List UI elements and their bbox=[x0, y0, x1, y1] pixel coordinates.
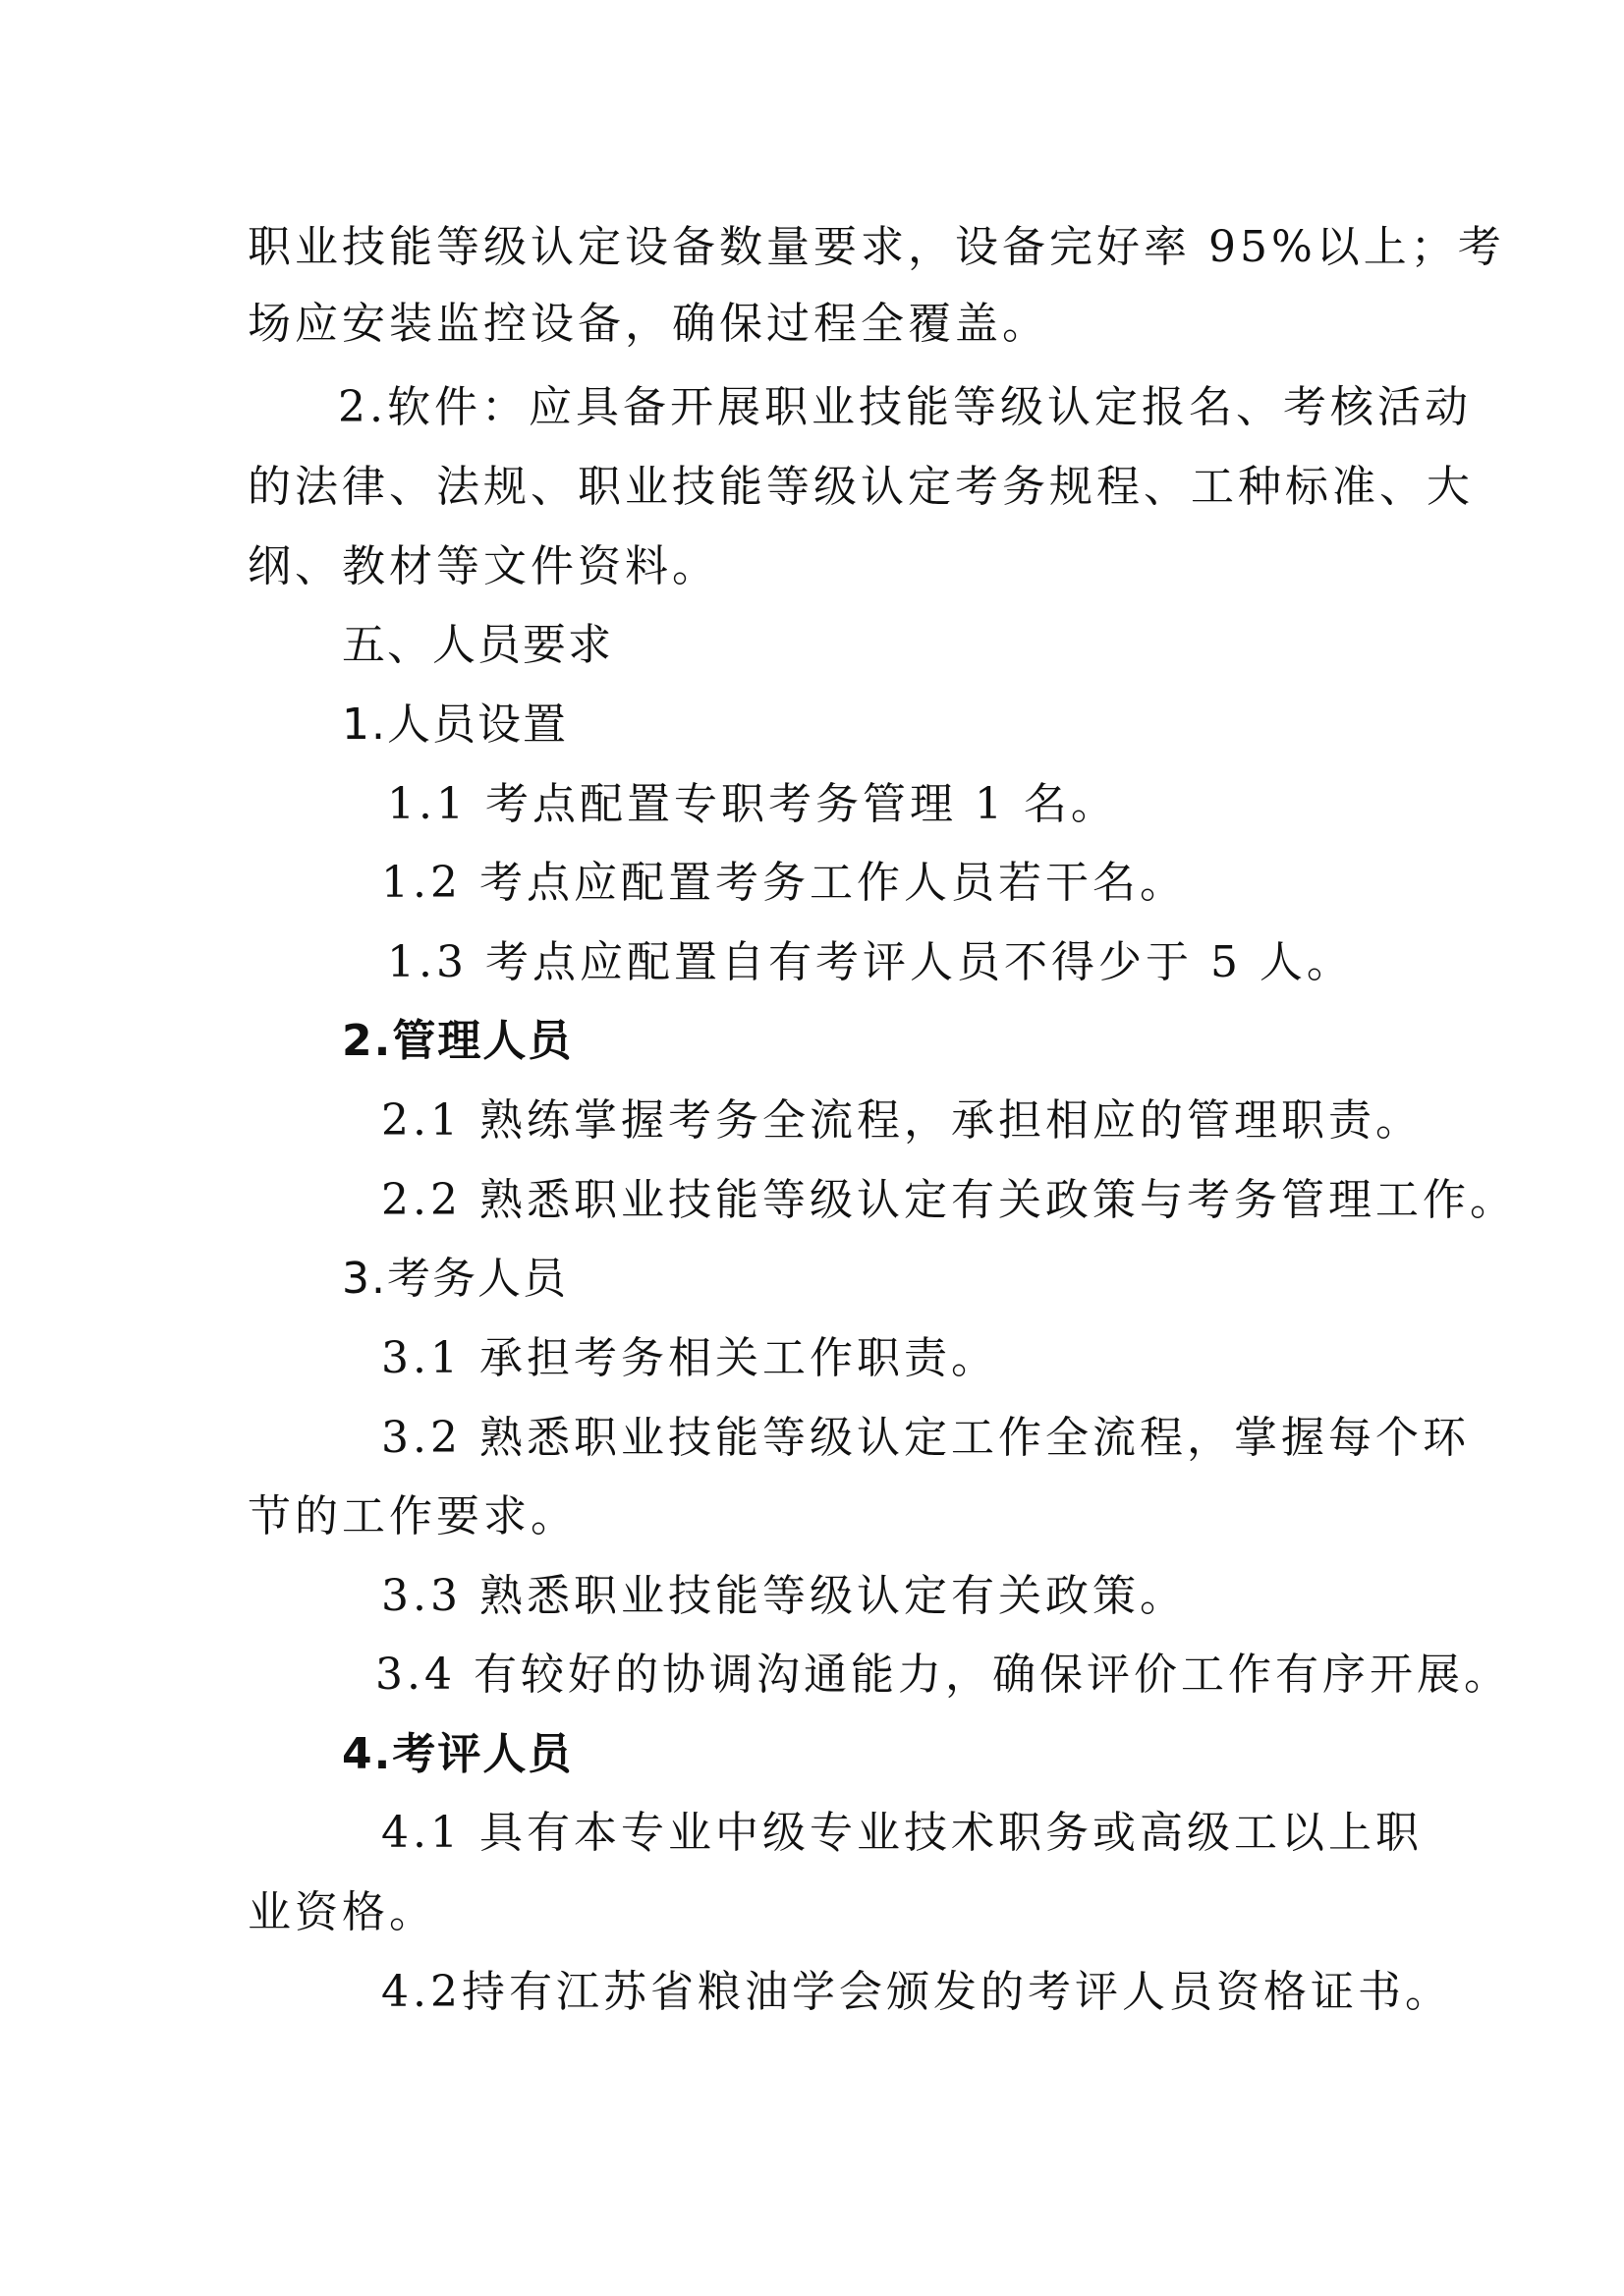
body-line: 2.2 熟悉职业技能等级认定有关政策与考务管理工作。 bbox=[381, 1175, 1517, 1225]
body-line: 节的工作要求。 bbox=[248, 1491, 578, 1541]
subsection-heading: 3.考务人员 bbox=[342, 1254, 568, 1304]
body-line: 3.3 熟悉职业技能等级认定有关政策。 bbox=[381, 1571, 1187, 1621]
body-line: 场应安装监控设备，确保过程全覆盖。 bbox=[248, 299, 1049, 349]
section-heading: 五、人员要求 bbox=[342, 620, 613, 670]
body-line: 2.1 熟练掌握考务全流程，承担相应的管理职责。 bbox=[381, 1095, 1423, 1146]
body-line: 1.3 考点应配置自有考评人员不得少于 5 人。 bbox=[387, 937, 1354, 987]
body-line: 业资格。 bbox=[248, 1887, 436, 1937]
body-line: 2.软件：应具备开展职业技能等级认定报名、考核活动 bbox=[338, 382, 1472, 432]
subsection-heading: 1.人员设置 bbox=[342, 700, 568, 750]
body-line: 4.2持有江苏省粮油学会颁发的考评人员资格证书。 bbox=[381, 1967, 1452, 2017]
subsection-heading: 2.管理人员 bbox=[342, 1016, 574, 1066]
body-line: 1.2 考点应配置考务工作人员若干名。 bbox=[381, 858, 1187, 908]
body-line: 职业技能等级认定设备数量要求，设备完好率 95%以上；考 bbox=[248, 222, 1505, 272]
body-line: 3.4 有较好的协调沟通能力，确保评价工作有序开展。 bbox=[375, 1650, 1511, 1700]
body-line: 1.1 考点配置专职考务管理 1 名。 bbox=[387, 779, 1118, 829]
body-line: 3.2 熟悉职业技能等级认定工作全流程，掌握每个环 bbox=[381, 1413, 1470, 1463]
body-line: 纲、教材等文件资料。 bbox=[248, 541, 719, 591]
body-line: 4.1 具有本专业中级专业技术职务或高级工以上职 bbox=[381, 1808, 1423, 1858]
subsection-heading: 4.考评人员 bbox=[342, 1729, 574, 1779]
body-line: 的法律、法规、职业技能等级认定考务规程、工种标准、大 bbox=[248, 462, 1474, 512]
body-line: 3.1 承担考务相关工作职责。 bbox=[381, 1333, 998, 1383]
